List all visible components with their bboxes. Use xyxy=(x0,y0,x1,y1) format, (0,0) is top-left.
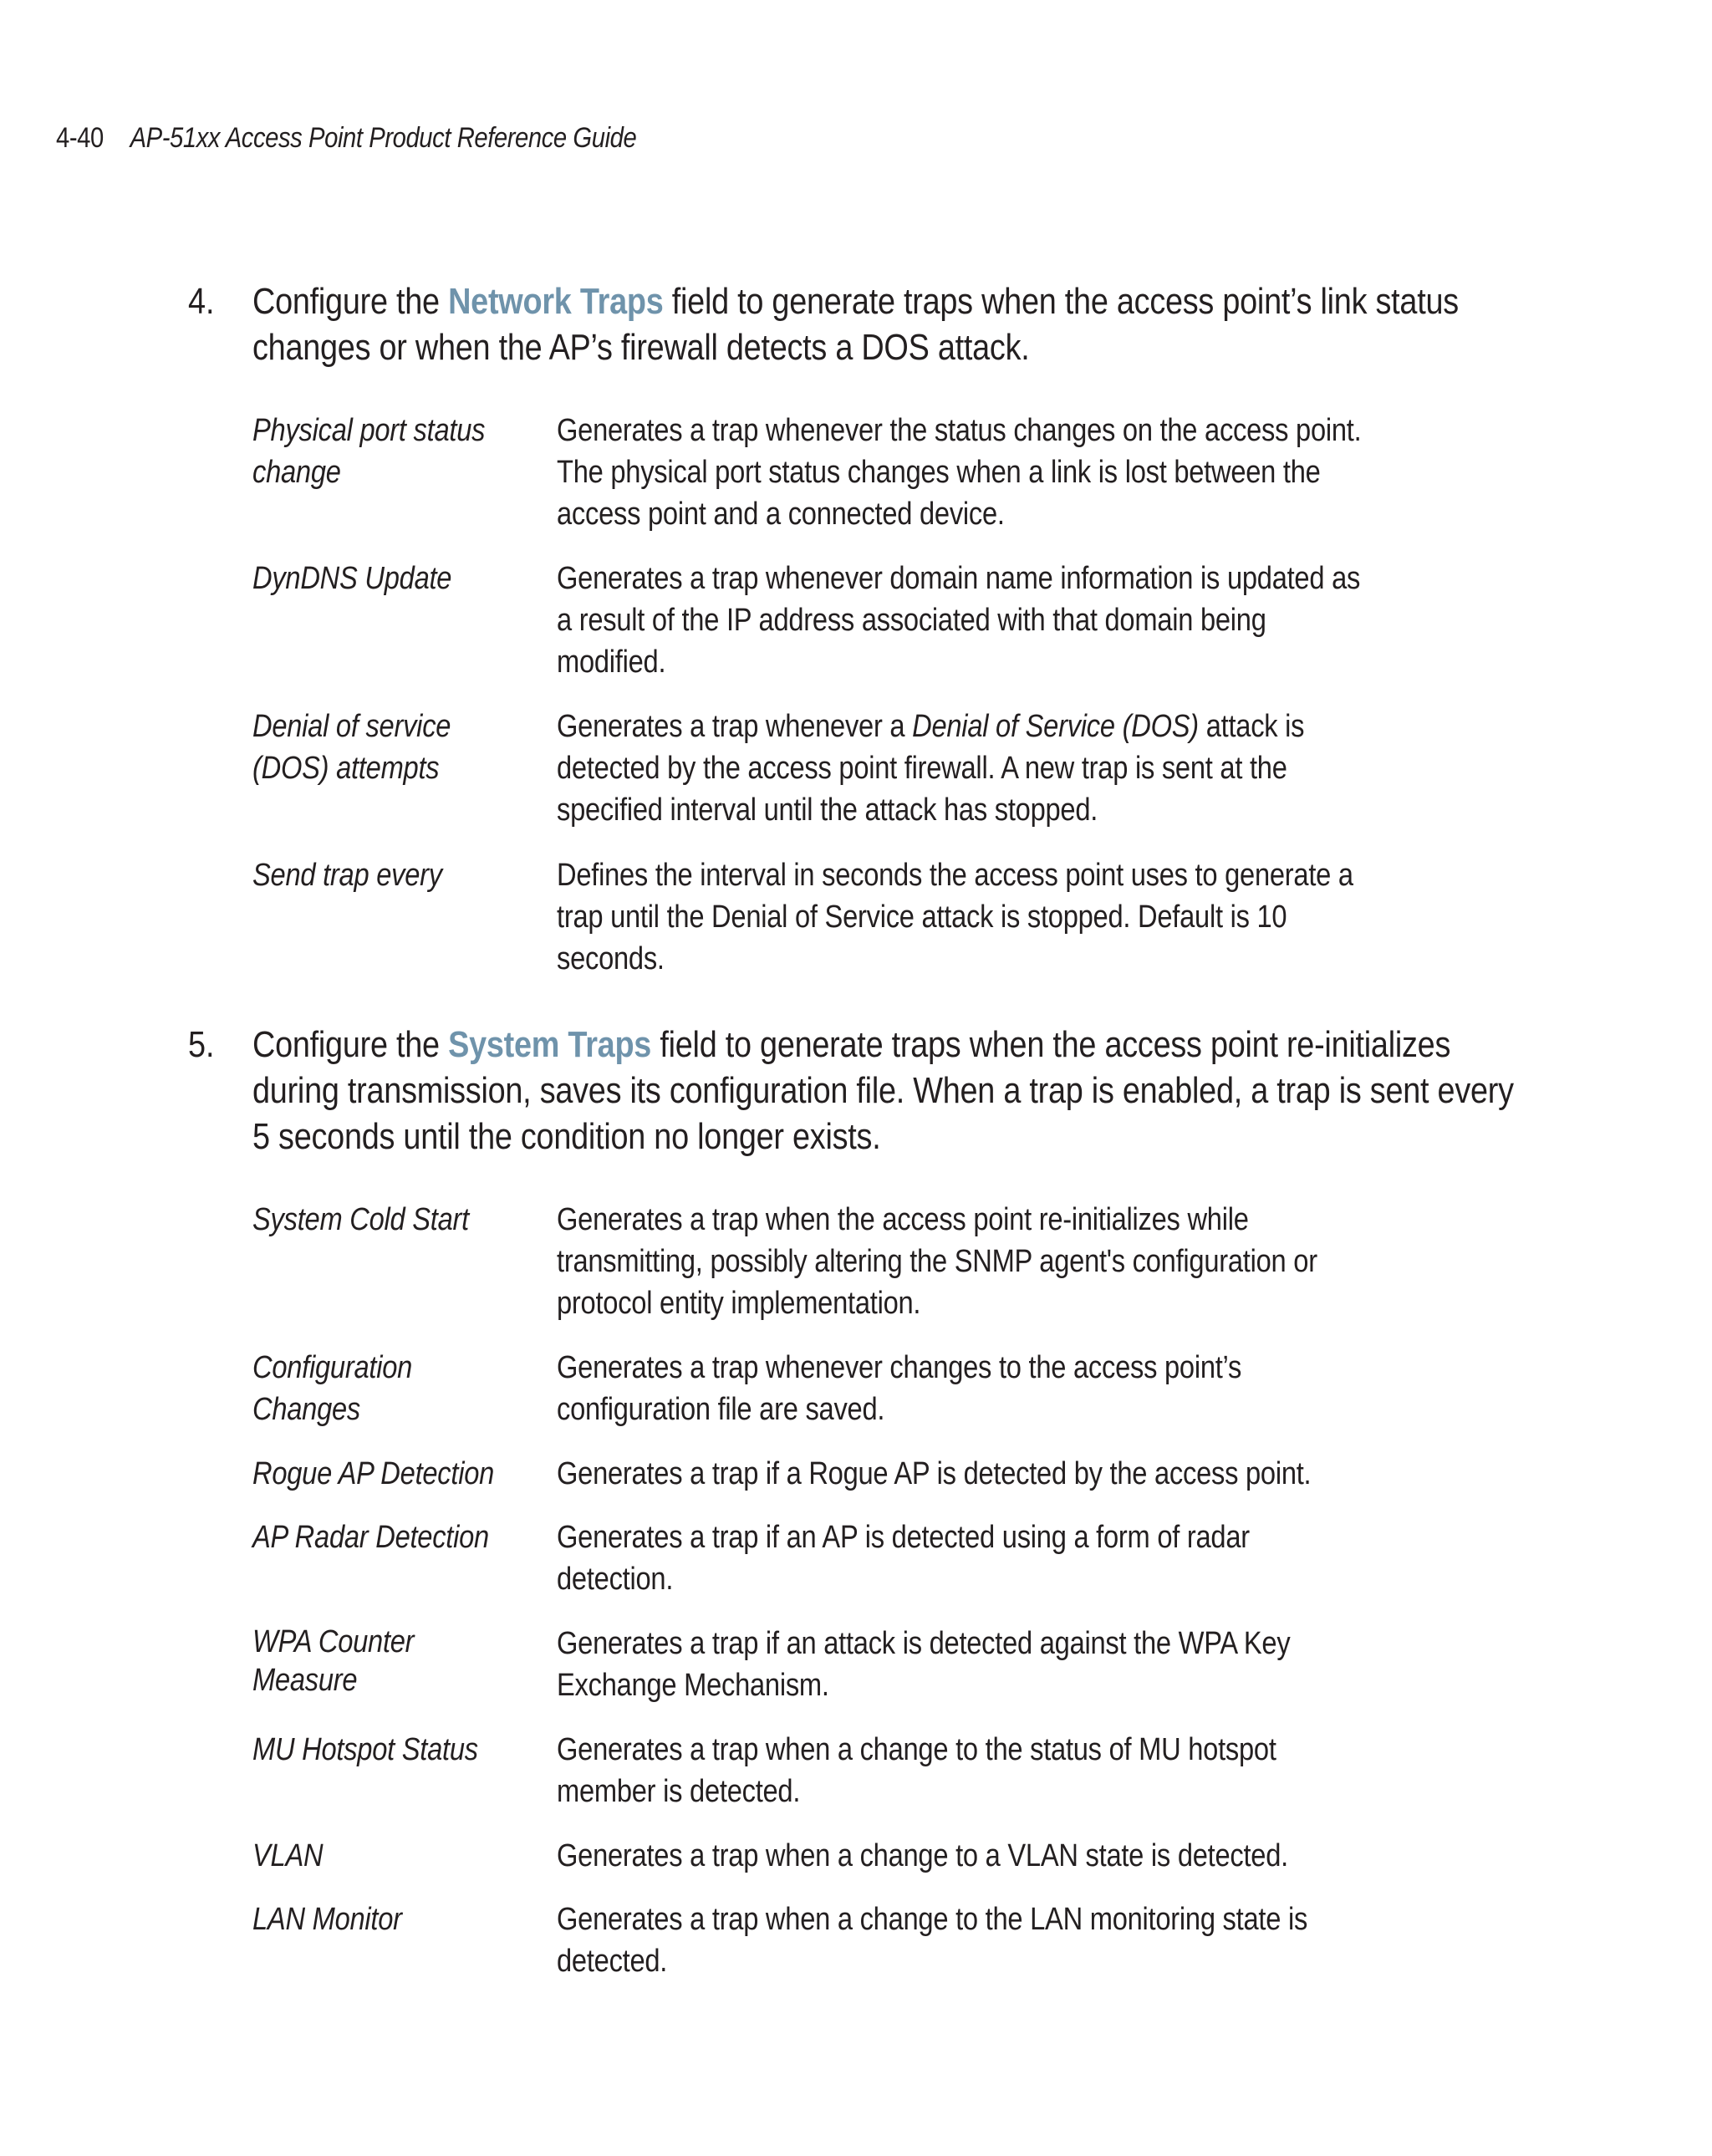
definition-description xyxy=(557,558,1649,683)
definition-term xyxy=(252,854,554,896)
term-line: Denial of service xyxy=(252,709,451,744)
guide-title: AP-51xx Access Point Product Reference Guide xyxy=(130,122,637,154)
definition-description xyxy=(557,1835,1649,1877)
desc-line: detected by the access point firewall. A new trap is sent at the xyxy=(557,751,1287,786)
desc-line: Generates a trap if a Rogue AP is detected by the access point. xyxy=(557,1456,1312,1491)
step-instruction xyxy=(252,1022,1712,1160)
desc-line: protocol entity implementation. xyxy=(557,1286,921,1321)
definition-term xyxy=(252,1199,554,1241)
step-line-2: during transmission, saves its configuration file. When a trap is enabled, a trap is sent every xyxy=(252,1070,1514,1111)
desc-line: modified. xyxy=(557,645,666,680)
step-number: 5. xyxy=(188,1024,215,1065)
step-line-3: 5 seconds until the condition no longer exists. xyxy=(252,1116,881,1157)
definition-term xyxy=(252,1899,554,1940)
desc-line: The physical port status changes when a link is lost between the xyxy=(557,455,1321,490)
definition-description xyxy=(557,854,1649,980)
term-line: WPA Counter xyxy=(252,1624,415,1659)
desc-text: attack is xyxy=(1198,709,1305,744)
definition-description xyxy=(557,1453,1649,1495)
term-line: Configuration xyxy=(252,1350,413,1385)
definition-description xyxy=(557,1347,1649,1430)
definition-term xyxy=(252,558,554,599)
definition-term xyxy=(252,410,554,493)
definition-description xyxy=(557,1729,1649,1812)
definition-description xyxy=(557,1199,1649,1324)
term-line: MU Hotspot Status xyxy=(252,1732,478,1767)
desc-line: Exchange Mechanism. xyxy=(557,1668,829,1703)
desc-line: Generates a trap whenever the status changes on the access point. xyxy=(557,413,1362,448)
definition-term xyxy=(252,706,554,789)
step-text-prefix: Configure the xyxy=(252,281,449,322)
desc-line: a result of the IP address associated with that domain being xyxy=(557,603,1266,638)
desc-line: Generates a trap if an attack is detected against the WPA Key xyxy=(557,1626,1291,1661)
desc-line xyxy=(557,706,1649,747)
desc-line: Generates a trap when a change to the LAN monitoring state is xyxy=(557,1902,1308,1937)
step-line-2: changes or when the AP’s firewall detects a DOS attack. xyxy=(252,327,1030,368)
definition-term xyxy=(252,1453,554,1495)
desc-line: transmitting, possibly altering the SNMP agent's configuration or xyxy=(557,1244,1317,1279)
desc-line: Generates a trap when a change to a VLAN state is detected. xyxy=(557,1838,1288,1873)
term-line: (DOS) attempts xyxy=(252,751,440,786)
page-number: 4-40 xyxy=(56,122,104,154)
term-line: Send trap every xyxy=(252,858,442,893)
definition-description xyxy=(557,1899,1649,1982)
desc-line: seconds. xyxy=(557,941,665,976)
definition-term xyxy=(252,1623,554,1700)
desc-line: access point and a connected device. xyxy=(557,497,1005,532)
desc-line: specified interval until the attack has stopped. xyxy=(557,793,1098,828)
running-header xyxy=(56,120,636,156)
definition-term xyxy=(252,1516,554,1558)
field-name-system-traps: System Traps xyxy=(448,1024,652,1065)
step-text-suffix: field to generate traps when the access point’s link status xyxy=(663,281,1459,322)
field-name-network-traps: Network Traps xyxy=(448,281,664,322)
step-text-suffix: field to generate traps when the access point re-initializes xyxy=(651,1024,1451,1065)
term-line: LAN Monitor xyxy=(252,1902,402,1937)
desc-line: Generates a trap when a change to the status of MU hotspot xyxy=(557,1732,1276,1767)
term-line: Physical port status xyxy=(252,413,486,448)
term-line: System Cold Start xyxy=(252,1202,469,1237)
definition-description xyxy=(557,410,1649,535)
desc-text: Generates a trap whenever a xyxy=(557,709,913,744)
term-line: Changes xyxy=(252,1392,361,1427)
definition-term xyxy=(252,1729,554,1771)
desc-line: member is detected. xyxy=(557,1774,801,1809)
desc-line: Generates a trap when the access point re-initializes while xyxy=(557,1202,1249,1237)
term-line: change xyxy=(252,455,341,490)
desc-line: configuration file are saved. xyxy=(557,1392,885,1427)
term-line: AP Radar Detection xyxy=(252,1520,489,1555)
definition-description xyxy=(557,706,1649,831)
desc-line: Defines the interval in seconds the access point uses to generate a xyxy=(557,858,1353,893)
step-text-prefix: Configure the xyxy=(252,1024,449,1065)
definition-term xyxy=(252,1347,554,1430)
definition-description xyxy=(557,1623,1649,1706)
definition-term xyxy=(252,1835,554,1877)
term-line: VLAN xyxy=(252,1838,324,1873)
desc-line: Generates a trap if an AP is detected using a form of radar xyxy=(557,1520,1250,1555)
term-line: Measure xyxy=(252,1663,358,1698)
term-line: DynDNS Update xyxy=(252,561,452,596)
term-line: Rogue AP Detection xyxy=(252,1456,495,1491)
desc-line: trap until the Denial of Service attack is stopped. Default is 10 xyxy=(557,900,1287,935)
desc-line: detection. xyxy=(557,1562,674,1597)
step-instruction xyxy=(252,278,1712,370)
step-line-1 xyxy=(252,278,1712,324)
definition-description xyxy=(557,1516,1649,1600)
step-line-1 xyxy=(252,1022,1712,1068)
desc-line: Generates a trap whenever domain name information is updated as xyxy=(557,561,1361,596)
desc-line: detected. xyxy=(557,1944,668,1979)
desc-emphasis: Denial of Service (DOS) xyxy=(912,709,1199,744)
desc-line: Generates a trap whenever changes to the access point’s xyxy=(557,1350,1242,1385)
step-number: 4. xyxy=(188,281,215,322)
